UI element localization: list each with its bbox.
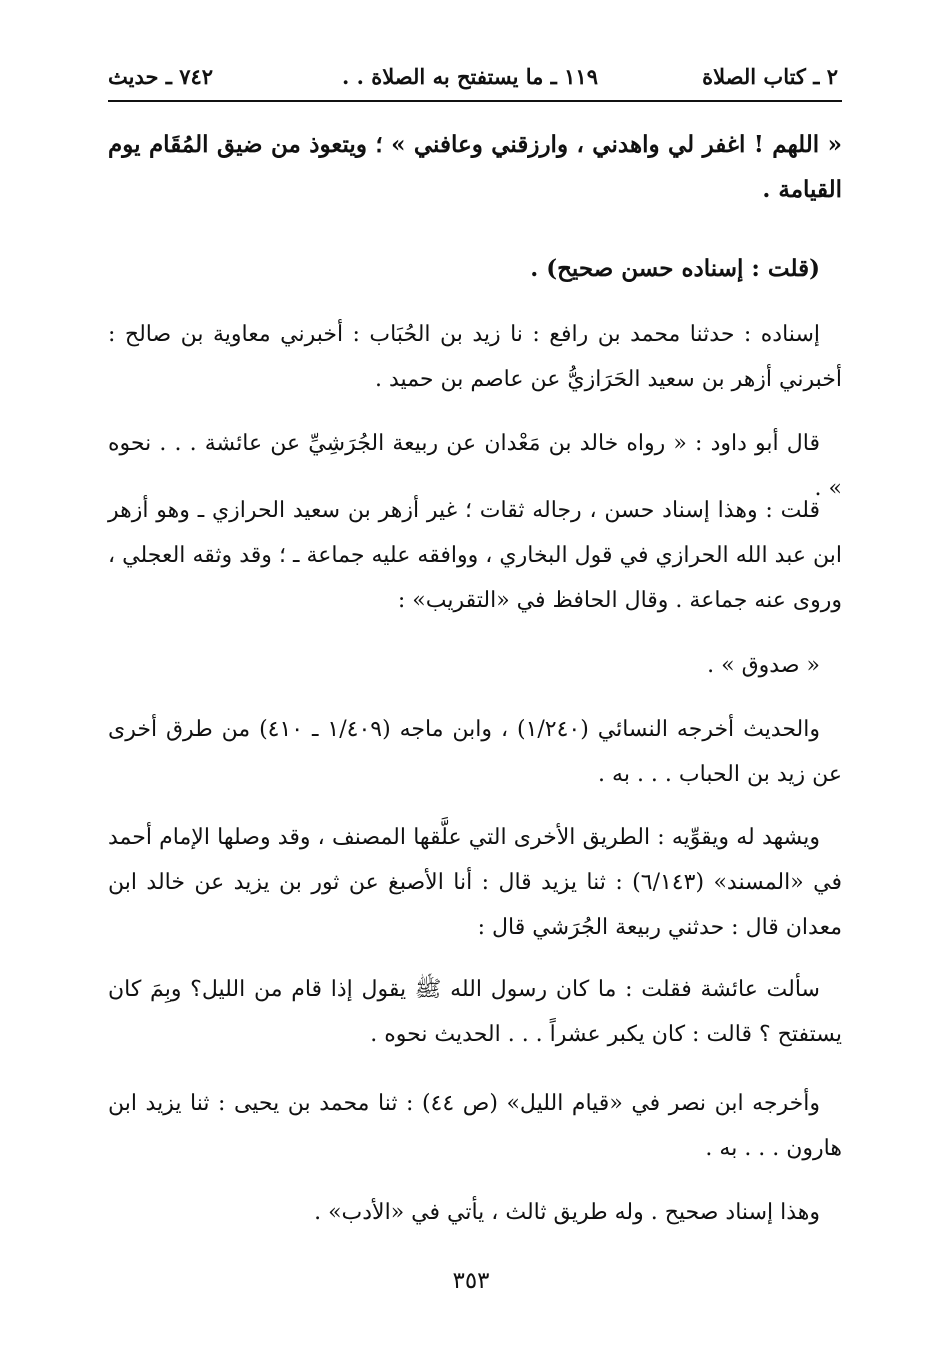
hadith-text: « اللهم ! اغفر لي واهدني ، وارزقني وعافني » ؛ ويتعوذ من ضيق المُقَام يوم القيامة . [108, 131, 842, 203]
running-header [108, 64, 838, 94]
header-hadith-number: ٧٤٢ ـ حديث [108, 64, 214, 89]
closing-paragraph: وهذا إسناد صحيح . وله طريق ثالث ، يأتي في «الأدب» . [314, 1200, 820, 1225]
commentary-paragraph: قلت : وهذا إسناد حسن ، رجاله ثقات ؛ غير أزهر بن سعيد الحرازي ـ وهو أزهر ابن عبد الله الحرازي في قول البخاري ، ووافقه عليه جماعة ـ ؛ وقد وثقه العجلي ، وروى عنه جماعة . وقال الحافظ في «التقريب» : [108, 498, 842, 613]
abu-dawud-note: قال أبو داود : « رواه خالد بن مَعْدان عن ربيعة الجُرَشِيِّ عن عائشة . . . نحوه » . [108, 431, 842, 501]
supporting-chain-paragraph: ويشهد له ويقوِّيه : الطريق الأخرى التي علَّقها المصنف ، وقد وصلها الإمام أحمد في «المسند» (٦/١٤٣) : ثنا يزيد قال : أنا الأصبغ عن ثور بن يزيد عن خالد ابن معدان قال : حدثني ربيعة الجُرَشي قال : [108, 825, 842, 940]
grading-note: (قلت : إسناده حسن صحيح) . [530, 255, 820, 282]
quote-saduq: « صدوق » . [707, 653, 820, 678]
isnad-paragraph: إسناده : حدثنا محمد بن رافع : نا زيد بن الحُبَاب : أخبرني معاوية بن صالح : أخبرني أزهر بن سعيد الحَرَازيُّ عن عاصم بن حميد . [108, 322, 842, 392]
takhrij-paragraph: والحديث أخرجه النسائي (١/٢٤٠) ، وابن ماجه (١/٤٠٩ ـ ٤١٠) من طرق أخرى عن زيد بن الحباب . . . به . [108, 717, 842, 787]
header-section: ١١٩ ـ ما يستفتح به الصلاة . . [342, 64, 598, 89]
page-number: ٣٥٣ [452, 1268, 490, 1294]
ibn-nasr-paragraph: وأخرجه ابن نصر في «قيام الليل» (ص ٤٤) : ثنا محمد بن يحيى : ثنا يزيد ابن هارون . . . به . [108, 1091, 842, 1161]
header-rule [108, 100, 842, 102]
aisha-narration: سألت عائشة فقلت : ما كان رسول الله ﷺ يقول إذا قام من الليل؟ وبِمَ كان يستفتح ؟ قالت : كان يكبر عشراً . . . الحديث نحوه . [108, 977, 842, 1047]
header-chapter: ٢ ـ كتاب الصلاة [702, 64, 838, 89]
